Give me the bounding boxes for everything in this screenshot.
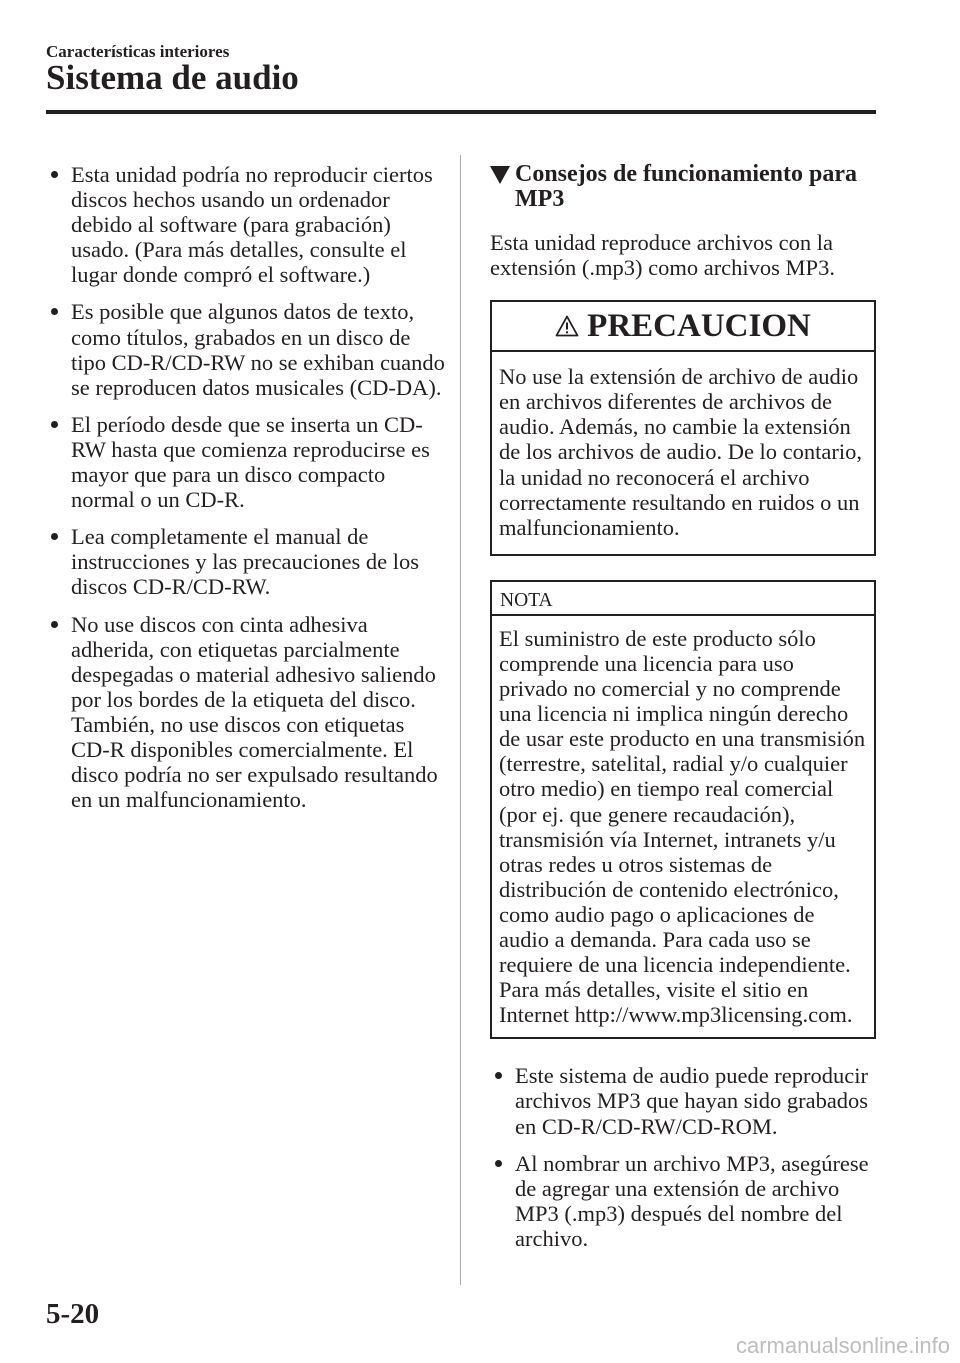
intro-paragraph: Esta unidad reproduce archivos con la extensión (.mp3) como archivos MP3.	[490, 230, 835, 281]
section-heading-text: Consejos de funcionamiento para MP3	[515, 161, 858, 212]
note-body: El suministro de este producto sólo comprende una licencia para uso privado no comercial y no comprende una licencia ni implica ningún derecho de usar este producto en una transmisión (terrestre, satelital, radial y/o cualquier otro medio) en tiempo real comercial (por ej. que genere recaudación), transmisión vía Internet, intranets y/u otras redes u otros sistemas de distribución de contenido electrónico, como audio pago o aplicaciones de audio a demanda. Para cada uso se requiere de una licencia independiente. Para más detalles, visite el sitio en Internet http://www.mp3licensing.com.	[499, 625, 866, 1028]
page-title: Sistema de audio	[46, 58, 299, 97]
left-column	[46, 162, 446, 824]
list-item-text: Lea completamente el manual de instrucciones y las precauciones de los discos CD-R/CD-RW.	[71, 524, 420, 600]
list-item-text: Este sistema de audio puede reproducir archivos MP3 que hayan sido grabados en CD-R/CD-RW/CD-ROM.	[515, 1063, 869, 1139]
caution-body: No use la extensión de archivo de audio en archivos diferentes de archivos de audio. Además, no cambie la extensión de los archivos de audio. De lo contario, la unidad no reconocerá el archivo correctamente resultando en ruidos o un malfuncionamiento.	[499, 364, 863, 540]
list-item	[46, 412, 446, 512]
list-item	[490, 1063, 876, 1138]
list-item	[46, 162, 446, 287]
list-item	[46, 299, 446, 399]
section-label: Características interiores	[46, 42, 230, 61]
list-item	[490, 1151, 876, 1251]
watermark: carmanualsonline.info	[735, 1333, 950, 1358]
right-column	[490, 162, 876, 1263]
list-item-text: Es posible que algunos datos de texto, como títulos, grabados en un disco de tipo CD-R/CD-RW no se exhiban cuando se reproducen datos musicales (CD-DA).	[71, 299, 445, 400]
bullet-icon	[51, 171, 58, 178]
caution-header	[492, 302, 874, 352]
list-item	[46, 524, 446, 599]
list-item-text: Esta unidad podría no reproducir ciertos discos hechos usando un ordenador debido al software (para grabación) usado. (Para más detalles, consulte el lugar donde compró el software.)	[71, 162, 433, 288]
warning-icon	[555, 315, 579, 337]
list-item-text: El período desde que se inserta un CD-RW hasta que comienza reproducirse es mayor que para un disco compacto normal o un CD-R.	[71, 411, 430, 513]
list-item-text: No use discos con cinta adhesiva adherida, con etiquetas parcialmente despegadas o material adhesivo saliendo por los bordes de la etiqueta del disco. También, no use discos con etiquetas CD-R disponibles comercialmente. El disco podría no ser expulsado resultando en un malfuncionamiento.	[71, 611, 438, 813]
bullet-icon	[51, 533, 58, 540]
bullet-list	[46, 162, 446, 812]
bullet-icon	[51, 308, 58, 315]
triangle-down-icon	[490, 166, 510, 184]
list-item-text: Al nombrar un archivo MP3, asegúrese de agregar una extensión de archivo MP3 (.mp3) después del nombre del archivo.	[515, 1150, 869, 1251]
note-title: NOTA	[492, 582, 874, 616]
note-box	[490, 580, 876, 1040]
column-divider	[460, 155, 461, 1285]
caution-box	[490, 300, 876, 556]
section-heading	[490, 162, 876, 212]
header-rule	[46, 110, 876, 114]
bullet-icon	[51, 621, 58, 628]
list-item	[46, 612, 446, 813]
bullet-icon	[495, 1072, 502, 1079]
page-number: 5-20	[46, 1298, 100, 1330]
bullet-icon	[495, 1160, 502, 1167]
bullet-list	[490, 1063, 876, 1251]
bullet-icon	[51, 421, 58, 428]
caution-title: PRECAUCION	[587, 307, 811, 344]
